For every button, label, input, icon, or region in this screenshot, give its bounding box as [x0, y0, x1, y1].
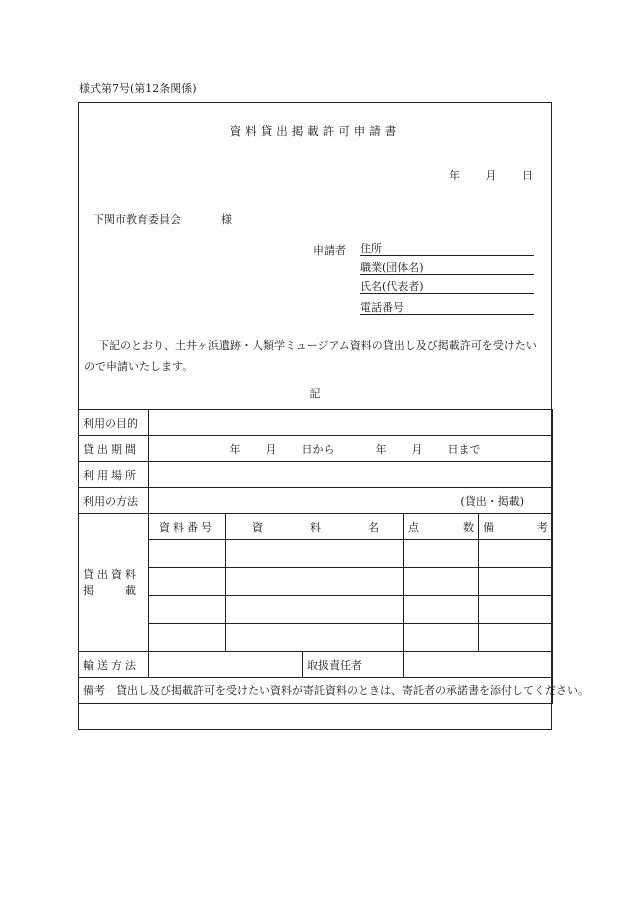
material-remarks-cell[interactable]	[479, 540, 553, 568]
table-row	[79, 462, 553, 488]
material-remarks-header	[479, 514, 553, 540]
method-value[interactable]: (貸出・掲載)	[149, 488, 553, 514]
table-row	[79, 488, 553, 514]
material-count-header-b: 数	[463, 520, 474, 534]
materials-label	[79, 514, 149, 652]
period-month-from: 月	[265, 442, 277, 456]
material-remarks-cell[interactable]	[479, 596, 553, 624]
period-day-to: 日まで	[447, 442, 481, 456]
ki-heading: 記	[309, 387, 321, 400]
material-number-cell[interactable]	[149, 624, 226, 652]
transport-input[interactable]	[149, 652, 303, 678]
material-name-header-b: 料	[310, 520, 321, 534]
period-year-from: 年	[229, 442, 241, 456]
responsible-label: 取扱責任者	[303, 652, 404, 678]
address-field[interactable]: 住所	[360, 240, 534, 256]
material-number-cell[interactable]	[149, 568, 226, 596]
table-row	[79, 624, 553, 652]
date-year: 年	[449, 169, 460, 182]
material-remarks-header-b: 考	[537, 520, 549, 534]
table-row	[79, 678, 553, 704]
material-name-header	[226, 514, 404, 540]
form-number: 様式第7号(第12条関係)	[79, 82, 197, 95]
date-day: 日	[522, 169, 533, 182]
purpose-label: 利用の目的	[79, 410, 149, 436]
period-year-to: 年	[375, 442, 387, 456]
material-count-header	[404, 514, 479, 540]
name-field[interactable]: 氏名(代表者)	[360, 278, 534, 294]
application-form-frame	[78, 102, 589, 730]
table-row	[79, 540, 553, 568]
remark-note: 備考 貸出し及び掲載許可を受けたい資料が寄託資料のときは、寄託者の承諾書を添付してください。	[79, 678, 553, 704]
material-remarks-header-a: 備	[483, 520, 494, 534]
place-label: 利用場所	[79, 462, 149, 488]
phone-field[interactable]: 電話番号	[360, 299, 534, 315]
material-number-cell[interactable]	[149, 596, 226, 624]
material-count-header-a: 点	[408, 520, 419, 534]
material-number-cell[interactable]	[149, 540, 226, 568]
material-name-cell[interactable]	[226, 540, 404, 568]
addressee	[93, 211, 232, 227]
material-name-cell[interactable]	[226, 568, 404, 596]
transport-label: 輸送方法	[79, 652, 149, 678]
table-row	[79, 514, 553, 540]
material-count-cell[interactable]	[404, 624, 479, 652]
table-row	[79, 410, 553, 436]
occupation-field[interactable]: 職業(団体名)	[360, 259, 534, 275]
material-count-cell[interactable]	[404, 596, 479, 624]
addressee-honorific: 様	[221, 213, 232, 226]
material-name-header-c: 名	[368, 520, 379, 534]
table-row	[79, 652, 553, 678]
period-day-from: 日から	[301, 442, 335, 456]
purpose-input[interactable]	[149, 410, 553, 436]
form-title: 資料貸出掲載許可申請書	[229, 124, 401, 138]
application-statement: 下記のとおり、土井ヶ浜遺跡・人類学ミュージアム資料の貸出し及び掲載許可を受けたいので申請いたします。	[84, 339, 537, 373]
material-remarks-cell[interactable]	[479, 624, 553, 652]
material-name-cell[interactable]	[226, 596, 404, 624]
method-label: 利用の方法	[79, 488, 149, 514]
table-row	[79, 436, 553, 462]
period-label: 貸出期間	[79, 436, 149, 462]
material-count-cell[interactable]	[404, 540, 479, 568]
table-row	[79, 568, 553, 596]
materials-label-line1: 貸出資料	[83, 567, 139, 581]
details-table	[78, 409, 589, 704]
period-month-to: 月	[411, 442, 423, 456]
material-number-header: 資料番号	[149, 514, 226, 540]
responsible-input[interactable]	[404, 652, 553, 678]
applicant-label: 申請者	[313, 244, 346, 257]
material-count-cell[interactable]	[404, 568, 479, 596]
date-line	[427, 167, 533, 183]
period-input[interactable]	[149, 436, 553, 462]
material-name-header-a: 資	[252, 520, 263, 534]
addressee-name: 下関市教育委員会	[93, 213, 181, 226]
date-month: 月	[485, 169, 497, 182]
place-input[interactable]	[149, 462, 553, 488]
table-row	[79, 596, 553, 624]
material-remarks-cell[interactable]	[479, 568, 553, 596]
materials-label-line2: 掲 載	[83, 583, 139, 597]
material-name-cell[interactable]	[226, 624, 404, 652]
